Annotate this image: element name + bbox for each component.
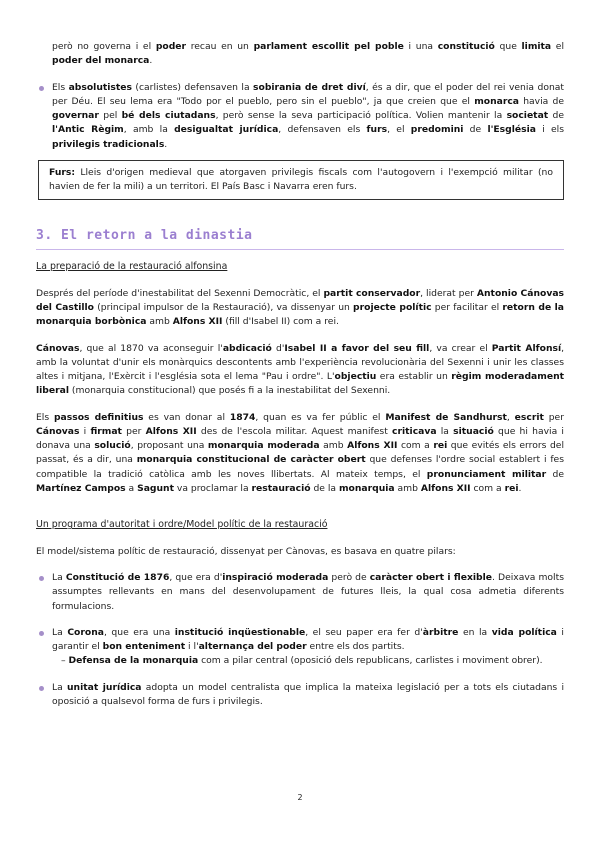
page-number: 2 — [297, 793, 303, 802]
absolutists-bullet: Els absolutistes (carlistes) defensaven la sobirania de dret diví, és a dir, que el poder del rei venia donat per Déu. El seu lema era "Todo por el pueblo, pero sin el pueblo", ja que creien que el monarca havia de governar pel bé dels ciutadans, però sense la seva participació política. Volien mantenir la societat de l'Antic Règim, amb la desigualtat jurídica, defensaven els furs, el predomini de l'Església i els privilegis tradicionals. — [36, 81, 564, 152]
furs-label: Furs: — [49, 166, 76, 178]
section-title: 3. El retorn a la dinastia — [36, 226, 564, 250]
furs-definition: Lleis d'origen medieval que atorgaven privilegis fiscals com l'autogovern i l'exempció militar (no havien de fer la mili) a un territori. El País Basc i Navarra eren furs. — [49, 166, 553, 192]
pillar-legal-unity-bullet: La unitat jurídica adopta un model centralista que implica la mateixa legislació per a tots els ciutadans i oposició a qualsevol forma de furs i privilegis. — [36, 681, 564, 710]
paragraph-after-sexenni: Després del període d'inestabilitat del Sexenni Democràtic, el partit conservador, liderat per Antonio Cánovas del Castillo (principal impulsor de la Restauració), va dissenyar un projecte polític per facilitar el retorn de la monarquia borbònica amb Alfons XII (fill d'Isabel II) com a rei. — [36, 287, 565, 328]
subheading-restoration-preparation: La preparació de la restauració alfonsina — [36, 261, 228, 273]
liberal-paragraph-continuation: però no governa i el poder recau en un parlament escollit pel poble i una constitució que limita el poder del monarca. — [52, 41, 565, 67]
sub-item-monarchy-defense: – Defensa de la monarquia com a pilar central (oposició dels republicans, carlistes i moviment obrer). — [61, 655, 543, 667]
paragraph-canovas: Cánovas, que al 1870 va aconseguir l'abdicació d'Isabel II a favor del seu fill, va crear el Partit Alfonsí, amb la voluntat d'unir els monàrquics descontents amb l'experiència revolucionària del Sexenni i unir les classes altes i mitjana, l'Exèrcit i l'església sota el lema "Pau i ordre". L'objectiu era establir un règim moderadament liberal (monarquia constitucional) que posés fi a la inestabilitat del Sexenni. — [36, 342, 565, 397]
paragraph-four-pillars-intro: El model/sistema polític de restauració, dissenyat per Cànovas, es basava en quatre pilars: — [36, 545, 456, 557]
pillar-constitution-bullet: La Constitució de 1876, que era d'inspiració moderada però de caràcter obert i flexible. Deixava molts assumptes rellevants en mans del desenvolupament de futures lleis, la qual cosa admetia diferents formulacions. — [36, 571, 564, 614]
subheading-political-model: Un programa d'autoritat i ordre/Model polític de la restauració — [36, 519, 328, 531]
pillar-crown-bullet: La Corona, que era una institució inqüestionable, el seu paper era fer d'àrbitre en la vida política i garantir el bon enteniment i l'alternança del poder entre els dos partits. — [36, 626, 564, 655]
furs-definition-box — [38, 160, 564, 201]
paragraph-definitive-steps: Els passos definitius es van donar al 1874, quan es va fer públic el Manifest de Sandhurst, escrit per Cánovas i firmat per Alfons XII des de l'escola militar. Aquest manifest criticava la situació que hi havia i donava una solució, proposant una monarquia moderada amb Alfons XII com a rei que evités els errors del passat, és a dir, una monarquia constitucional de caràcter obert que defenses l'ordre social establert i fes compatible la tradició catòlica amb les noves llibertats. Al mateix temps, el pronunciament militar de Martínez Campos a Sagunt va proclamar la restauració de la monarquia amb Alfons XII com a rei. — [36, 411, 565, 494]
